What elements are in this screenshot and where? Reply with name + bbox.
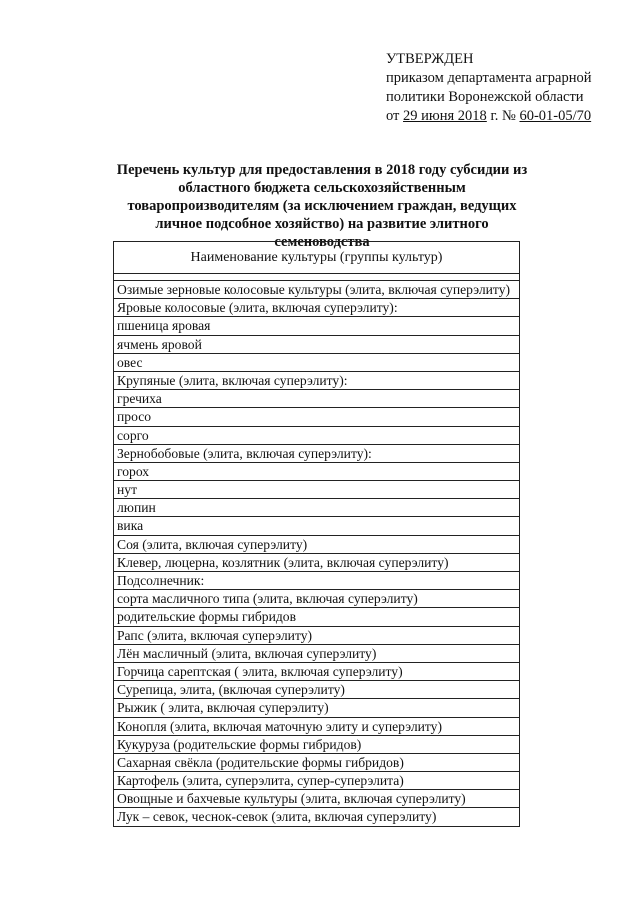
table-row: Соя (элита, включая суперэлиту) xyxy=(114,536,519,554)
table-row: сорго xyxy=(114,427,519,445)
table-spacer-row xyxy=(114,274,519,281)
table-row: Озимые зерновые колосовые культуры (элита, включая суперэлиту) xyxy=(114,281,519,299)
table-row: Кукуруза (родительские формы гибридов) xyxy=(114,736,519,754)
table-row: нут xyxy=(114,481,519,499)
table-row: Подсолнечник: xyxy=(114,572,519,590)
table-row: горох xyxy=(114,463,519,481)
table-row: Горчица сарептская ( элита, включая суперэлиту) xyxy=(114,663,519,681)
approval-prefix: от xyxy=(386,108,400,124)
table-row: родительские формы гибридов xyxy=(114,608,519,626)
approval-line-1: приказом департамента аграрной xyxy=(386,70,592,86)
table-row: Овощные и бахчевые культуры (элита, включая суперэлиту) xyxy=(114,790,519,808)
table-row: Зернобобовые (элита, включая суперэлиту): xyxy=(114,445,519,463)
table-row: Картофель (элита, суперэлита, супер-суперэлита) xyxy=(114,772,519,790)
table-row: сорта масличного типа (элита, включая суперэлиту) xyxy=(114,590,519,608)
table-row: Сахарная свёкла (родительские формы гибридов) xyxy=(114,754,519,772)
approval-stamp xyxy=(386,50,592,126)
approval-heading: УТВЕРЖДЕН xyxy=(386,51,474,67)
table-row: овес xyxy=(114,354,519,372)
table-row: Лук – севок, чеснок-севок (элита, включая суперэлиту) xyxy=(114,808,519,826)
table-row: пшеница яровая xyxy=(114,317,519,335)
approval-number-label: г. № xyxy=(490,108,516,124)
table-row: ячмень яровой xyxy=(114,336,519,354)
approval-number: 60-01-05/70 xyxy=(519,108,592,124)
table-row: Яровые колосовые (элита, включая суперэлиту): xyxy=(114,299,519,317)
table-row: Клевер, люцерна, козлятник (элита, включая суперэлиту) xyxy=(114,554,519,572)
table-row: люпин xyxy=(114,499,519,517)
approval-date: 29 июня 2018 xyxy=(403,108,487,124)
approval-line-2: политики Воронежской области xyxy=(386,89,584,105)
table-row: Лён масличный (элита, включая суперэлиту) xyxy=(114,645,519,663)
table-body xyxy=(114,281,519,827)
table-header: Наименование культуры (группы культур) xyxy=(114,242,519,274)
table-row: гречиха xyxy=(114,390,519,408)
document-title: Перечень культур для предоставления в 2018 году субсидии из областного бюджета сельскохозяйственным товаропроизводителям (за исключением граждан, ведущих личное подсобное хозяйство) на развитие элитного семеноводства xyxy=(116,162,528,250)
approval-line-3 xyxy=(386,107,592,126)
table-row: Сурепица, элита, (включая суперэлиту) xyxy=(114,681,519,699)
table-row: Крупяные (элита, включая суперэлиту): xyxy=(114,372,519,390)
table-row: вика xyxy=(114,517,519,535)
table-row: Рапс (элита, включая суперэлиту) xyxy=(114,627,519,645)
crops-table xyxy=(113,241,520,827)
table-row: Рыжик ( элита, включая суперэлиту) xyxy=(114,699,519,717)
table-row: просо xyxy=(114,408,519,426)
table-row: Конопля (элита, включая маточную элиту и суперэлиту) xyxy=(114,718,519,736)
